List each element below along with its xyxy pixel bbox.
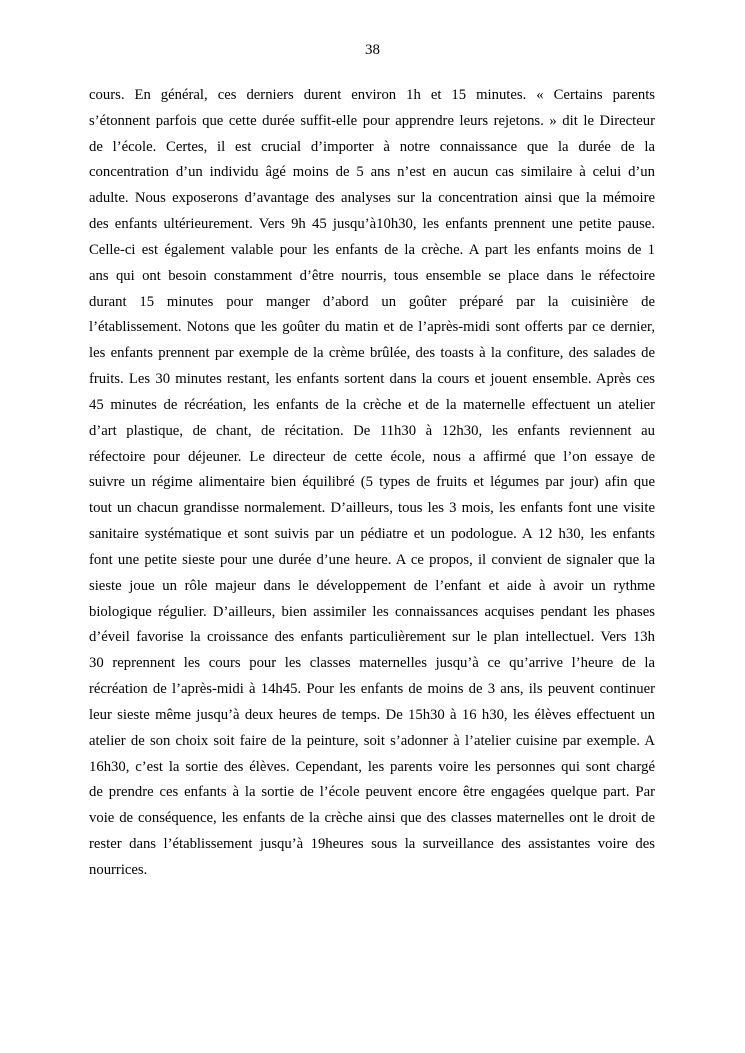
text-line: 16h30, c’est la sortie des élèves. Cependant, les parents voire les personnes qui sont chargé — [89, 758, 655, 775]
text-line: font une petite sieste pour une durée d’une heure. A ce propos, il convient de signaler que la — [89, 551, 655, 568]
text-line: tout un chacun grandisse normalement. D’ailleurs, tous les 3 mois, les enfants font une visite — [89, 500, 655, 517]
text-line: récréation de l’après-midi à 14h45. Pour les enfants de moins de 3 ans, ils peuvent continuer — [89, 681, 655, 698]
text-line: réfectoire pour déjeuner. Le directeur de cette école, nous a affirmé que l’on essaye de — [89, 448, 655, 465]
text-line: fruits. Les 30 minutes restant, les enfants sortent dans la cours et jouent ensemble. Après ces — [89, 371, 655, 388]
text-line: leur sieste même jusqu’à deux heures de temps. De 15h30 à 16 h30, les élèves effectuent un — [89, 706, 655, 723]
text-line: de prendre ces enfants à la sortie de l’école peuvent encore être engagées quelque part. Par — [89, 784, 655, 801]
text-line: d’éveil favorise la croissance des enfants particulièrement sur le plan intellectuel. Vers 13h — [89, 629, 655, 646]
text-line: concentration d’un individu âgé moins de 5 ans n’est en aucun cas similaire à celui d’un — [89, 164, 655, 181]
text-line: atelier de son choix soit faire de la peinture, soit s’adonner à l’atelier cuisine par exemple. A — [89, 732, 655, 749]
text-line: l’établissement. Notons que les goûter du matin et de l’après-midi sont offerts par ce dernier, — [89, 319, 655, 336]
text-line: d’art plastique, de chant, de récitation. De 11h30 à 12h30, les enfants reviennent au — [89, 422, 655, 439]
text-line: de l’école. Certes, il est crucial d’importer à notre connaissance que la durée de la — [89, 138, 655, 155]
text-line: 45 minutes de récréation, les enfants de la crèche et de la maternelle effectuent un atelier — [89, 396, 655, 413]
text-line: des enfants ultérieurement. Vers 9h 45 jusqu’à10h30, les enfants prennent une petite pause. — [89, 216, 655, 233]
text-line: Celle-ci est également valable pour les enfants de la crèche. A part les enfants moins de 1 — [89, 241, 655, 258]
body-paragraph — [89, 83, 655, 884]
text-line: ans qui ont besoin constamment d’être nourris, tous ensemble se place dans le réfectoire — [89, 267, 655, 284]
text-line: biologique régulier. D’ailleurs, bien assimiler les connaissances acquises pendant les phases — [89, 603, 655, 620]
text-line: cours. En général, ces derniers durent environ 1h et 15 minutes. « Certains parents — [89, 87, 655, 103]
text-line: s’étonnent parfois que cette durée suffit-elle pour apprendre leurs rejetons. » dit le Directeur — [89, 112, 655, 129]
text-line: voie de conséquence, les enfants de la crèche ainsi que des classes maternelles ont le droit de — [89, 810, 655, 827]
text-line: sanitaire systématique et sont suivis par un pédiatre et un podologue. A 12 h30, les enfants — [89, 526, 655, 543]
text-line: suivre un régime alimentaire bien équilibré (5 types de fruits et légumes par jour) afin que — [89, 474, 655, 491]
text-line: durant 15 minutes pour manger d’abord un goûter préparé par la cuisinière de — [89, 293, 655, 310]
text-line: 30 reprennent les cours pour les classes maternelles jusqu’à ce qu’arrive l’heure de la — [89, 655, 655, 672]
text-line: rester dans l’établissement jusqu’à 19heures sous la surveillance des assistantes voire des — [89, 836, 655, 853]
text-line: sieste joue un rôle majeur dans le développement de l’enfant et aide à avoir un rythme — [89, 577, 655, 594]
text-line: nourrices. — [89, 861, 148, 878]
text-line: les enfants prennent par exemple de la crème brûlée, des toasts à la confiture, des salades de — [89, 345, 655, 362]
text-line: adulte. Nous exposerons d’avantage des analyses sur la concentration ainsi que la mémoire — [89, 190, 655, 207]
page-number: 38 — [365, 42, 380, 58]
